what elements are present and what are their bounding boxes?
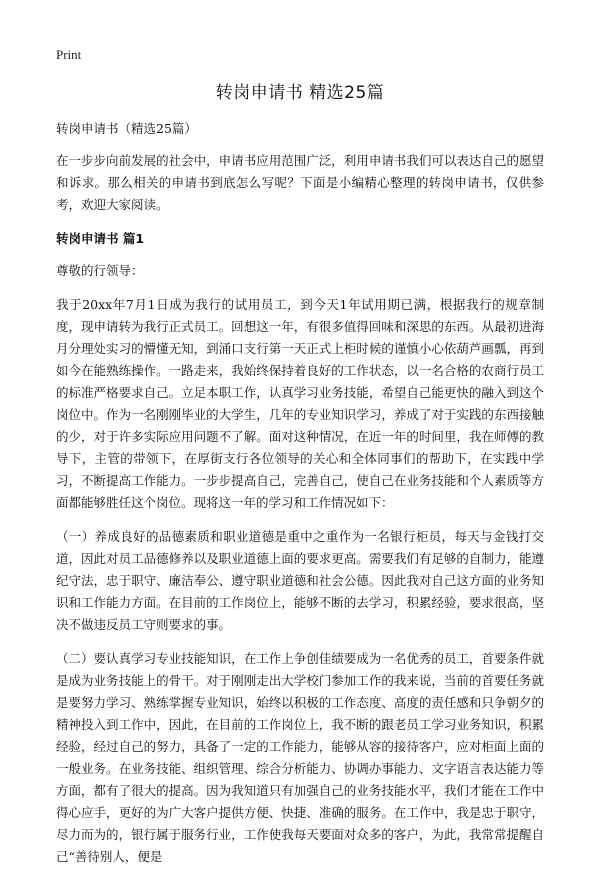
intro-paragraph: 在一步步向前发展的社会中，申请书应用范围广泛，利用申请书我们可以表达自己的愿望和诉求。那么相关的申请书到底怎么写呢？下面是小编精心整理的转岗申请书，仅供参考，欢迎大家阅读。 bbox=[56, 153, 544, 212]
document-subtitle: 转岗申请书（精选25篇） bbox=[56, 121, 197, 136]
section-heading: 转岗申请书 篇1 bbox=[56, 231, 145, 246]
document-body bbox=[56, 118, 544, 880]
body-paragraph-2: （一）养成良好的品德素质和职业道德是重中之重作为一名银行柜员，每天与金钱打交道，因此对员工品德修养以及职业道德上面的要求更高。需要我们有足够的自制力，能遵纪守法，忠于职守、廉洁奉公、遵守职业道德和社会公德。因此我对自己这方面的业务知识和工作能力方面。在目前的工作岗位上，能够不断的去学习，积累经验，要求很高，坚决不做违反员工守则要求的事。 bbox=[56, 529, 544, 632]
salutation: 尊敬的行领导： bbox=[56, 263, 144, 278]
page-title: 转岗申请书 精选25篇 bbox=[215, 83, 385, 103]
body-paragraph-1: 我于20xx年7月1日成为我行的试用员工，到今天1年试用期已满，根据我行的规章制度，现申请转为我行正式员工。回想这一年，有很多值得回味和深思的东西。从最初进海月分理处实习的懵懂无知，到涌口支行第一天正式上柜时候的谨慎小心依葫芦画瓢，再到如今在能熟练操作。一路走来，我始终保持着良好的工作状态，以一名合格的农商行员工的标准严格要求自己。立足本职工作，认真学习业务技能，希望自己能更快的融入到这个岗位中。作为一名刚刚毕业的大学生，几年的专业知识学习，养成了对于实践的东西接触的少，对于许多实际应用问题不了解。面对这种情况，在近一年的时间里，我在师傅的教导下，主管的带领下，在厚街支行各位领导的关心和全体同事们的帮助下，在实践中学习，不断提高工作能力。一步步提高自己，完善自己，使自己在业务技能和个人素质等方面都能够胜任这个岗位。现将这一年的学习和工作情况如下： bbox=[56, 297, 544, 510]
body-paragraph-3: （二）要认真学习专业技能知识，在工作上争创佳绩要成为一名优秀的员工，首要条件就是成为业务技能上的骨干。对于刚刚走出大学校门参加工作的我来说，当前的首要任务就是要努力学习、熟练掌握专业知识，始终以积极的工作态度、高度的责任感和只争朝夕的精神投入到工作中，因此，在目前的工作岗位上，我不断的跟老员工学习业务知识，积累经验，经过自己的努力，具备了一定的工作能力，能够从容的接待客户，应对柜面上面的一般业务。在业务技能、组织管理、综合分析能力、协调办事能力、文字语言表达能力等方面，都有了很大的提高。因为我知道只有加强自己的业务技能水平，我们才能在工作中得心应手，更好的为广大客户提供方便、快捷、准确的服务。在工作中，我是忠于职守，尽力而为的，银行属于服务行业，工作使我每天要面对众多的客户，为此，我常常提醒自己“善待别人，便是 bbox=[56, 651, 544, 864]
print-link[interactable]: Print bbox=[56, 47, 82, 62]
